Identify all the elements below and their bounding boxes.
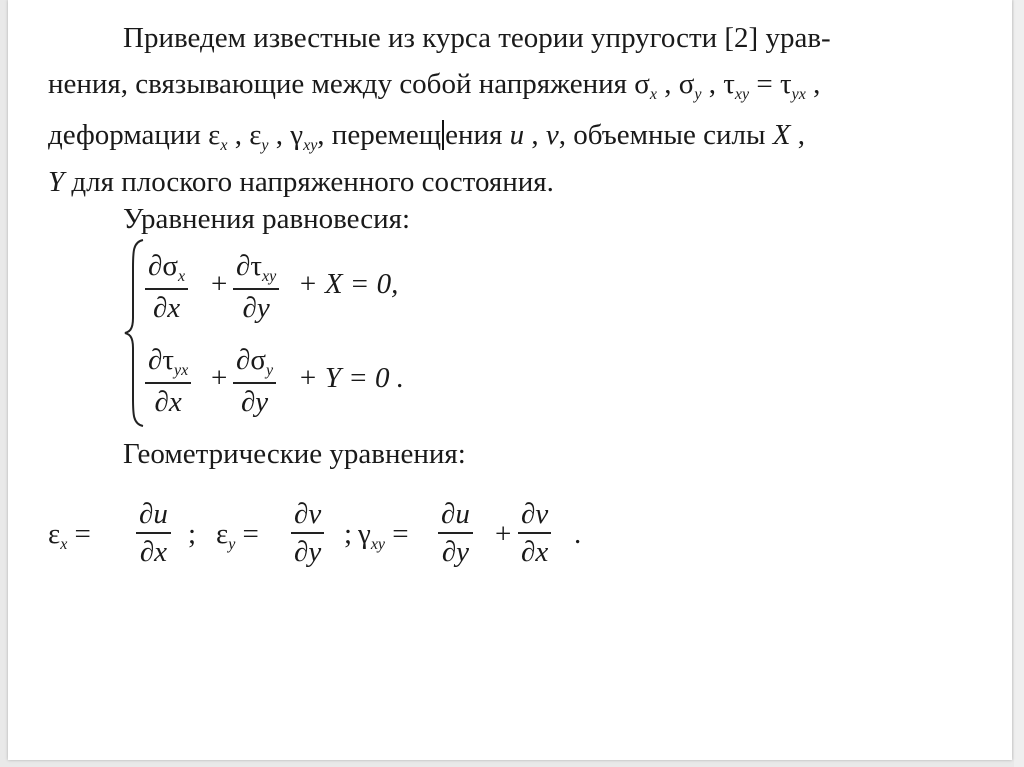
var-Y: Y <box>48 166 65 198</box>
fraction-dsigmax-dx: $\frac{\partial\sigma_x}{\partial x}$ <box>145 252 188 323</box>
fraction-dv-dx: $\frac{\partial v}{\partial x}$ <box>518 500 551 567</box>
fraction-du-dx: $\frac{\partial u}{\partial x}$ <box>136 500 171 567</box>
paragraph-text: деформации <box>48 119 209 151</box>
eps-x-lhs: $\varepsilon_x$ = <box>48 518 91 553</box>
paragraph-line-1 <box>123 24 831 53</box>
paragraph-text: Приведем известные из курса теории упругости [2] урав- <box>123 22 831 54</box>
equation-1-tail: + X = 0, <box>298 268 399 300</box>
fraction-dv-dy: $\frac{\partial v}{\partial y}$ <box>291 500 324 567</box>
eps-y: $\varepsilon_y$ <box>249 119 269 154</box>
eps-y-lhs: $\varepsilon_y$ = <box>216 518 259 553</box>
text-cursor <box>442 120 444 150</box>
plus-sign: + <box>211 362 228 394</box>
paragraph-line-3: деформации $\varepsilon_x$ , $\varepsilon_y$ , $\gamma_{xy}$, перемещ ения u , v, объемные силы X , <box>48 119 805 154</box>
tau-xy-eq-tau-yx: $\tau_{xy} = \tau_{yx}$ <box>723 68 806 103</box>
var-X: X <box>772 119 791 151</box>
fraction-dtauxy-dy: $\partial\tau_{xy}$ ∂y <box>233 252 279 323</box>
fraction-dsigmay-dy: $\frac{\partial\sigma_y}{\partial y}$ <box>233 346 276 417</box>
paragraph-line-4: Y для плоского напряженного состояния. <box>48 166 554 198</box>
var-u: u <box>509 119 525 151</box>
heading-equilibrium: Уравнения равновесия: <box>123 203 411 235</box>
plus-sign: + <box>211 268 228 300</box>
period: . <box>574 518 582 550</box>
fraction-du-dy: $\frac{\partial u}{\partial y}$ <box>438 500 473 567</box>
semicolon: ; <box>344 518 353 550</box>
sigma-y: $\sigma_y$ <box>678 68 702 103</box>
fraction-dtauyx-dx: $\partial\tau_{yx}$ ∂x <box>145 346 191 417</box>
paragraph-line-2: нения, связывающие между собой напряжения $\sigma_x$ , $\sigma_y$ , $\tau_{xy} = \tau_{yx}$ , <box>48 68 821 103</box>
semicolon: ; <box>188 518 197 550</box>
heading-geometric: Геометрические уравнения: <box>123 438 466 470</box>
scrollbar-edge <box>1014 0 1024 767</box>
paragraph-text: нения, связывающие между собой напряжения <box>48 68 635 100</box>
gamma-xy-lhs: $\gamma_{xy}$ = <box>358 518 409 553</box>
sigma-x: $\sigma_x$ <box>634 68 657 103</box>
var-v: v <box>545 119 559 151</box>
eps-x: $\varepsilon_x$ <box>208 119 228 154</box>
gamma-xy: $\gamma_{xy}$ <box>290 119 318 154</box>
document-page <box>8 0 1012 760</box>
plus-sign: + <box>495 518 512 550</box>
equation-2-tail: + Y = 0 . <box>298 362 405 394</box>
